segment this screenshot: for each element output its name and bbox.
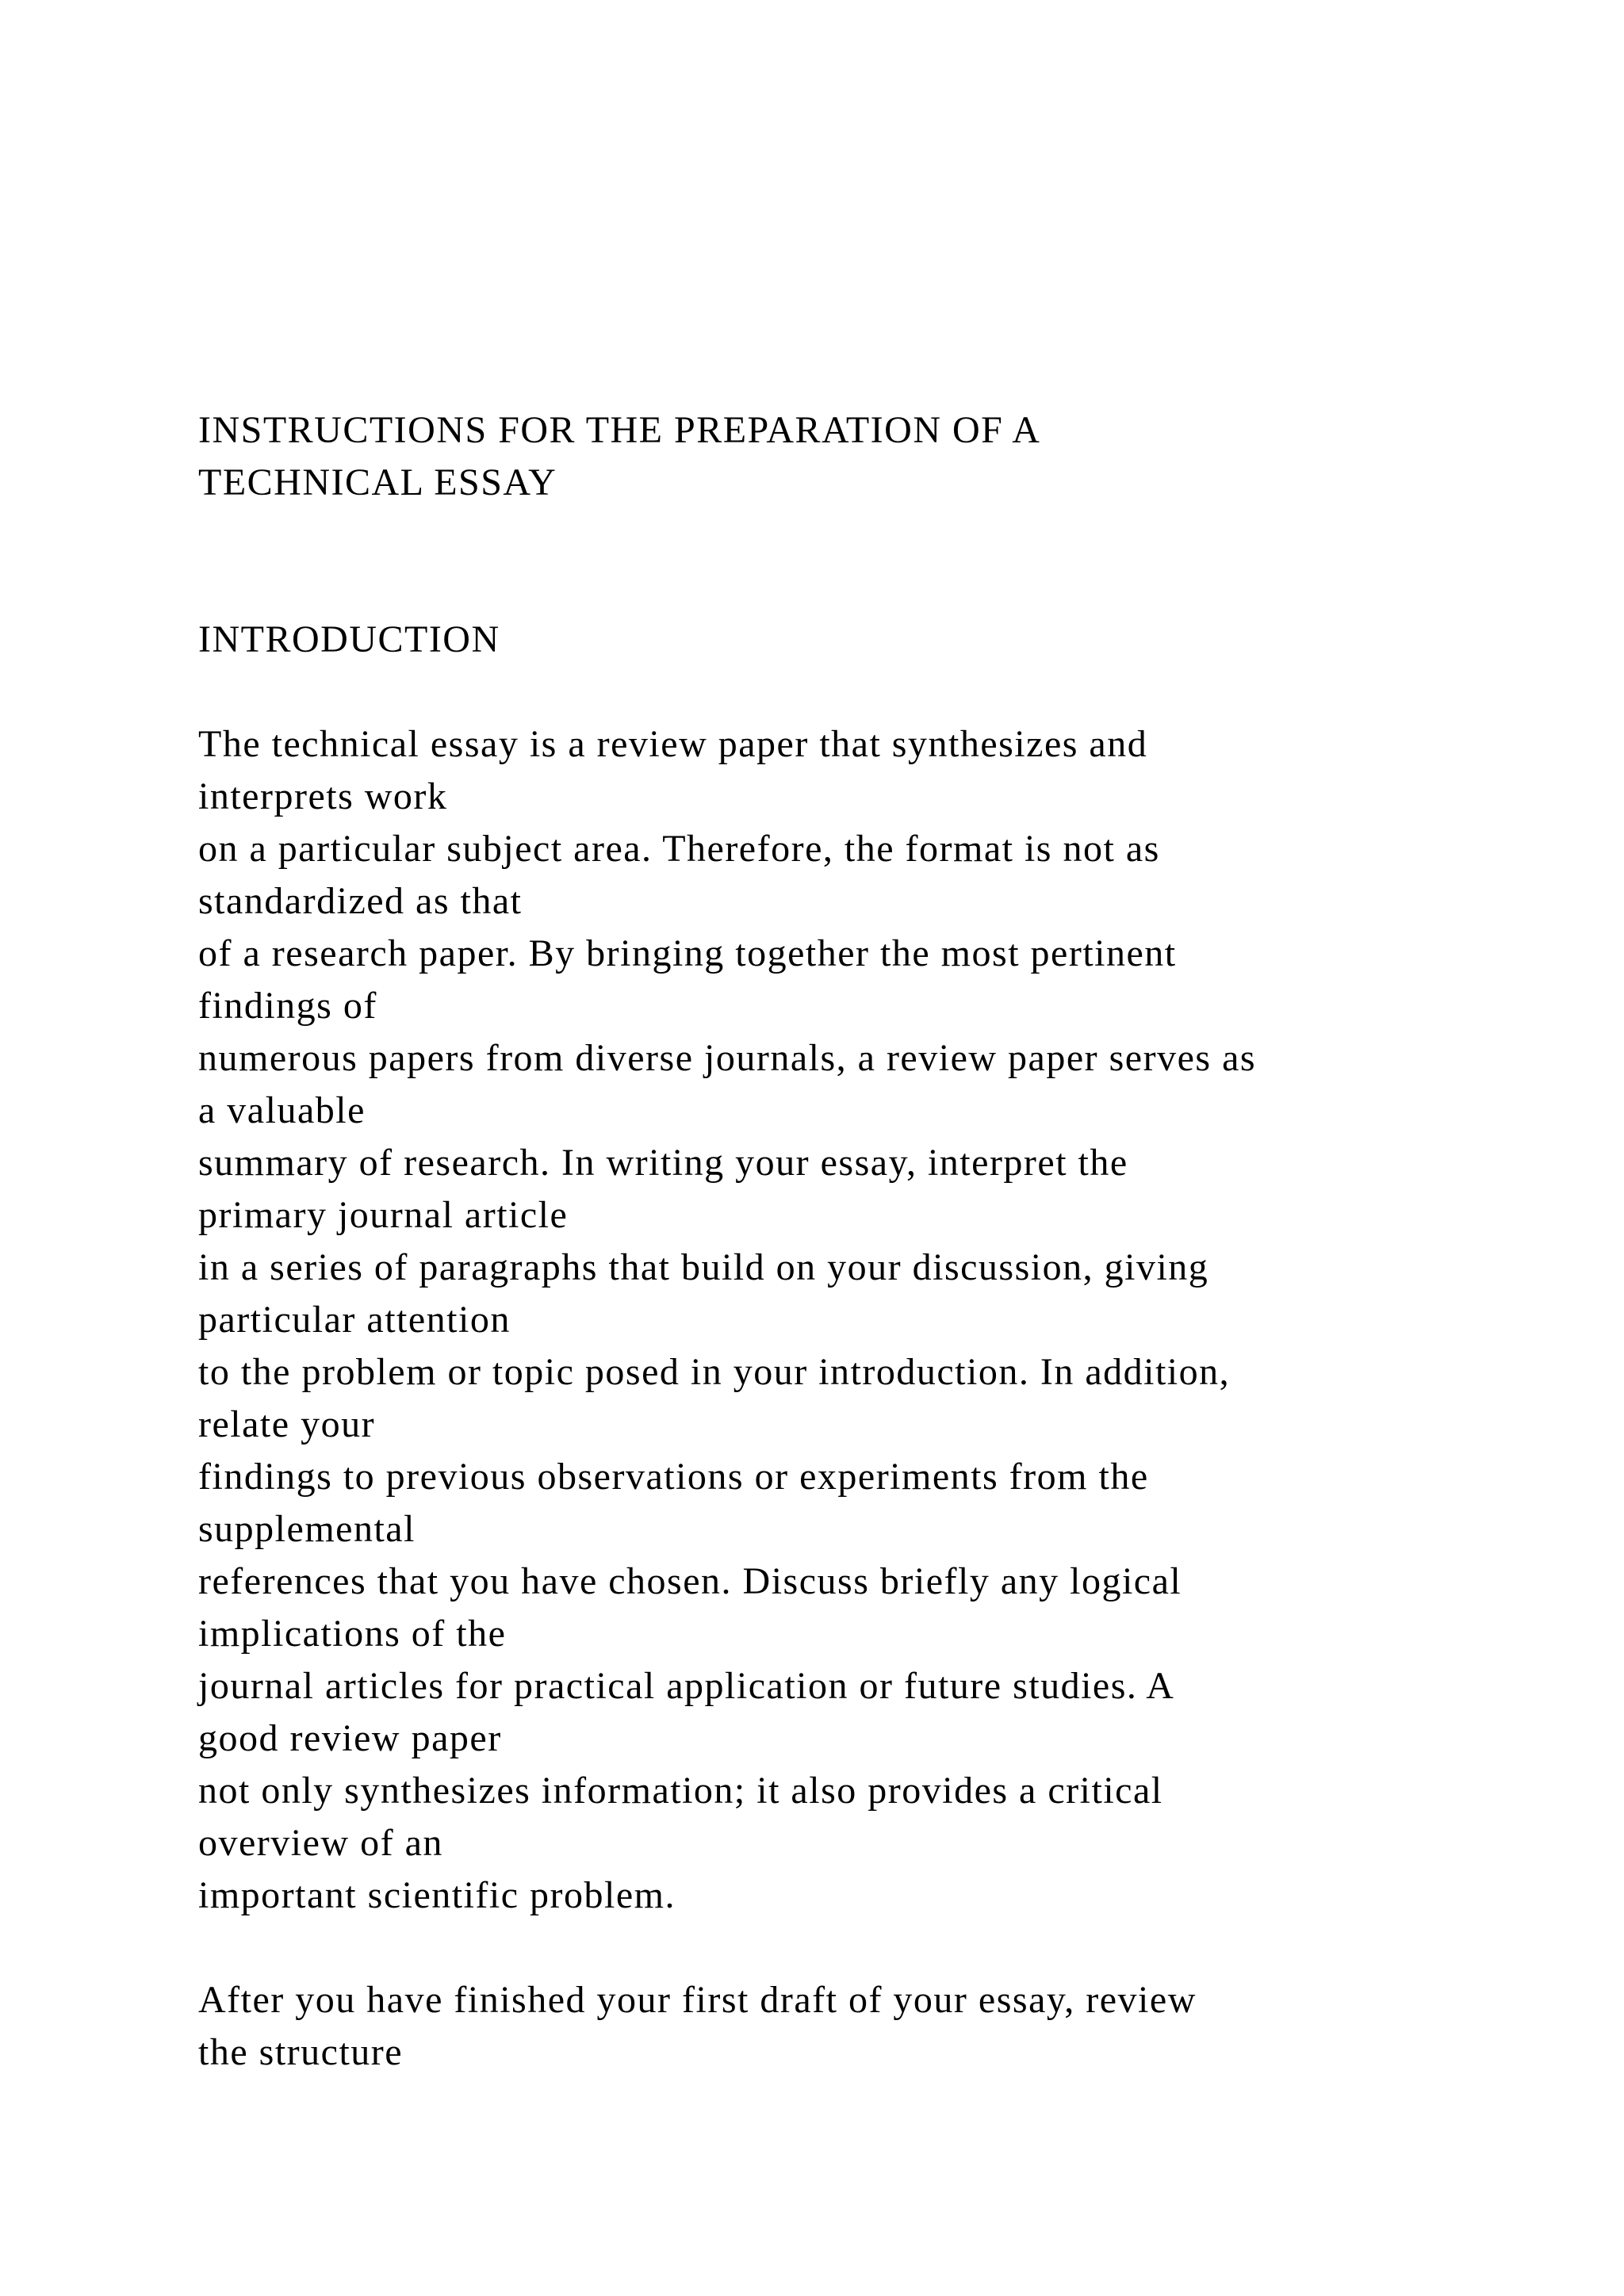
- paragraph-line: primary journal article: [198, 1194, 569, 1236]
- document-title: [198, 404, 1515, 509]
- section-heading-text: INTRODUCTION: [198, 618, 500, 660]
- paragraph-line: good review paper: [198, 1717, 502, 1759]
- paragraph-2: [198, 1974, 1515, 2079]
- paragraph-line: supplemental: [198, 1508, 416, 1550]
- paragraph-line: findings of: [198, 985, 377, 1027]
- paragraph-line: After you have finished your first draft of your essay, review: [198, 1979, 1197, 2021]
- paragraph-line: a valuable: [198, 1089, 366, 1131]
- title-line: TECHNICAL ESSAY: [198, 461, 557, 503]
- paragraph-line: of a research paper. By bringing together the most pertinent: [198, 932, 1177, 974]
- paragraph-line: interprets work: [198, 775, 448, 817]
- paragraph-line: numerous papers from diverse journals, a review paper serves as: [198, 1037, 1257, 1079]
- paragraph-line: particular attention: [198, 1299, 511, 1341]
- paragraph-1: [198, 718, 1515, 1922]
- paragraph-line: references that you have chosen. Discuss briefly any logical: [198, 1560, 1182, 1602]
- paragraph-line: important scientific problem.: [198, 1874, 676, 1916]
- paragraph-line: overview of an: [198, 1822, 443, 1864]
- paragraph-line: The technical essay is a review paper that synthesizes and: [198, 723, 1148, 765]
- section-heading: [198, 614, 1515, 666]
- paragraph-line: findings to previous observations or experiments from the: [198, 1456, 1149, 1498]
- paragraph-line: summary of research. In writing your essay, interpret the: [198, 1142, 1128, 1184]
- paragraph-line: standardized as that: [198, 880, 523, 922]
- paragraph-line: on a particular subject area. Therefore, the format is not as: [198, 828, 1160, 870]
- paragraph-line: journal articles for practical application or future studies. A: [198, 1665, 1175, 1707]
- paragraph-line: in a series of paragraphs that build on your discussion, giving: [198, 1246, 1209, 1288]
- paragraph-line: implications of the: [198, 1613, 507, 1655]
- paragraph-line: the structure: [198, 2031, 404, 2073]
- paragraph-line: not only synthesizes information; it also provides a critical: [198, 1770, 1163, 1812]
- paragraph-line: to the problem or topic posed in your introduction. In addition,: [198, 1351, 1231, 1393]
- title-line: INSTRUCTIONS FOR THE PREPARATION OF A: [198, 409, 1041, 451]
- paragraph-line: relate your: [198, 1403, 376, 1445]
